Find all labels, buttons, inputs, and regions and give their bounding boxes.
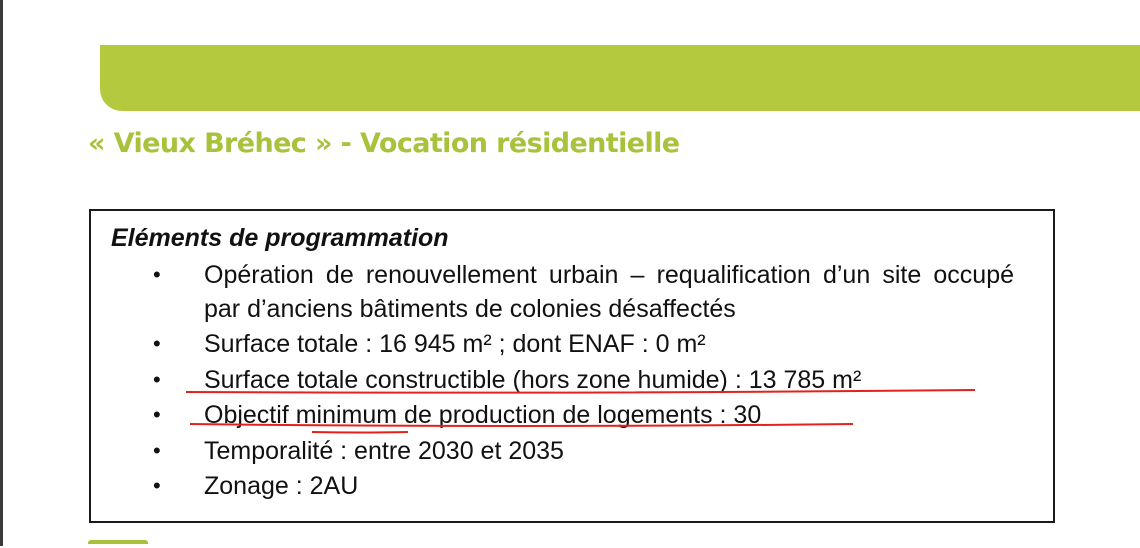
underline-housing-objective	[190, 424, 853, 426]
list-item-text: Temporalité : entre 2030 et 2035	[204, 437, 564, 465]
list-item-text: Objectif minimum de production de logements : 30	[204, 401, 762, 429]
bullet-icon: •	[153, 367, 161, 392]
bullet-icon: •	[153, 262, 161, 287]
programming-heading: Eléments de programmation	[111, 224, 449, 252]
bullet-icon: •	[153, 473, 161, 498]
list-item-text: Surface totale : 16 945 m² ; dont ENAF : 0 m²	[204, 330, 706, 358]
list-item-text: Opération de renouvellement urbain – requalification d’un site occupé par d’anciens bâtiments de colonies désaffectés	[204, 261, 1014, 323]
underline-minimum-word	[312, 432, 408, 433]
list-item-text: Zonage : 2AU	[204, 472, 359, 500]
bullet-icon: •	[153, 331, 161, 356]
bullet-icon: •	[153, 402, 161, 427]
underline-constructible-surface	[186, 390, 975, 393]
bullet-icon: •	[153, 438, 161, 463]
list-item-text: Surface totale constructible (hors zone humide) : 13 785 m²	[204, 366, 862, 394]
section-title: « Vieux Bréhec » - Vocation résidentielle	[88, 128, 680, 159]
